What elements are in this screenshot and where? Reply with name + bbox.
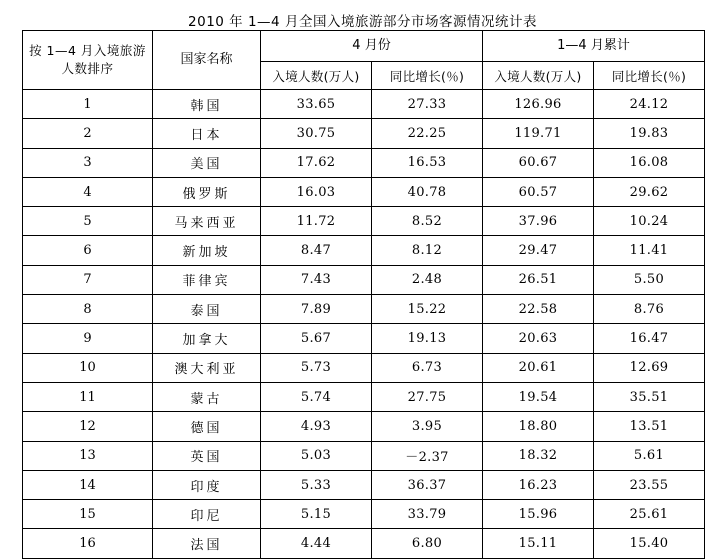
cell-cumulative-arrivals: 22.58 xyxy=(483,295,594,324)
cell-country: 蒙古 xyxy=(153,382,261,411)
cell-cumulative-growth: 15.40 xyxy=(594,529,705,558)
cell-cumulative-growth: 16.47 xyxy=(594,324,705,353)
cell-rank: 15 xyxy=(23,500,153,529)
cell-month-arrivals: 4.44 xyxy=(261,529,372,558)
cell-month-arrivals: 16.03 xyxy=(261,177,372,206)
cell-rank: 8 xyxy=(23,295,153,324)
cell-month-arrivals: 5.03 xyxy=(261,441,372,470)
cell-month-growth: 36.37 xyxy=(372,470,483,499)
cell-cumulative-arrivals: 18.80 xyxy=(483,412,594,441)
cell-month-arrivals: 5.73 xyxy=(261,353,372,382)
cell-country: 印尼 xyxy=(153,500,261,529)
table-row xyxy=(23,500,705,529)
cell-cumulative-arrivals: 37.96 xyxy=(483,207,594,236)
cell-cumulative-growth: 24.12 xyxy=(594,90,705,119)
cell-month-arrivals: 33.65 xyxy=(261,90,372,119)
cell-month-arrivals: 5.33 xyxy=(261,470,372,499)
cell-rank: 12 xyxy=(23,412,153,441)
header-group-month: 4 月份 xyxy=(261,31,483,62)
cell-month-growth: 6.73 xyxy=(372,353,483,382)
cell-rank: 2 xyxy=(23,119,153,148)
cell-cumulative-growth: 8.76 xyxy=(594,295,705,324)
header-country-column: 国家名称 xyxy=(153,31,261,90)
cell-cumulative-growth: 10.24 xyxy=(594,207,705,236)
table-row xyxy=(23,470,705,499)
cell-rank: 9 xyxy=(23,324,153,353)
cell-cumulative-growth: 11.41 xyxy=(594,236,705,265)
table-row xyxy=(23,177,705,206)
cell-month-growth: －2.37 xyxy=(372,441,483,470)
cell-rank: 7 xyxy=(23,265,153,294)
cell-country: 新加坡 xyxy=(153,236,261,265)
cell-cumulative-growth: 23.55 xyxy=(594,470,705,499)
cell-month-growth: 19.13 xyxy=(372,324,483,353)
cell-cumulative-arrivals: 126.96 xyxy=(483,90,594,119)
cell-country: 日本 xyxy=(153,119,261,148)
table-row xyxy=(23,236,705,265)
cell-country: 马来西亚 xyxy=(153,207,261,236)
cell-country: 德国 xyxy=(153,412,261,441)
cell-country: 加拿大 xyxy=(153,324,261,353)
cell-cumulative-arrivals: 29.47 xyxy=(483,236,594,265)
cell-cumulative-growth: 12.69 xyxy=(594,353,705,382)
cell-month-arrivals: 17.62 xyxy=(261,148,372,177)
cell-month-growth: 8.12 xyxy=(372,236,483,265)
cell-rank: 4 xyxy=(23,177,153,206)
table-row xyxy=(23,529,705,558)
cell-cumulative-arrivals: 15.96 xyxy=(483,500,594,529)
table-row xyxy=(23,353,705,382)
table-row xyxy=(23,265,705,294)
page-title: 2010 年 1—4 月全国入境旅游部分市场客源情况统计表 xyxy=(188,14,537,30)
header-month-arrivals: 入境人数(万人) xyxy=(261,62,372,90)
cell-country: 美国 xyxy=(153,148,261,177)
cell-rank: 10 xyxy=(23,353,153,382)
cell-month-arrivals: 11.72 xyxy=(261,207,372,236)
cell-month-growth: 16.53 xyxy=(372,148,483,177)
table-row xyxy=(23,412,705,441)
cell-month-arrivals: 30.75 xyxy=(261,119,372,148)
cell-cumulative-arrivals: 60.67 xyxy=(483,148,594,177)
cell-cumulative-arrivals: 20.61 xyxy=(483,353,594,382)
table-row xyxy=(23,119,705,148)
cell-cumulative-growth: 19.83 xyxy=(594,119,705,148)
cell-cumulative-arrivals: 16.23 xyxy=(483,470,594,499)
header-group-cumulative: 1—4 月累计 xyxy=(483,31,705,62)
cell-month-growth: 6.80 xyxy=(372,529,483,558)
table-row xyxy=(23,441,705,470)
cell-rank: 11 xyxy=(23,382,153,411)
cell-country: 法国 xyxy=(153,529,261,558)
cell-month-growth: 27.75 xyxy=(372,382,483,411)
cell-month-growth: 2.48 xyxy=(372,265,483,294)
cell-month-arrivals: 5.15 xyxy=(261,500,372,529)
table-body xyxy=(23,90,705,559)
cell-cumulative-growth: 13.51 xyxy=(594,412,705,441)
cell-month-growth: 40.78 xyxy=(372,177,483,206)
table-header xyxy=(23,31,705,90)
cell-cumulative-arrivals: 119.71 xyxy=(483,119,594,148)
cell-rank: 5 xyxy=(23,207,153,236)
header-row-top xyxy=(23,31,705,62)
cell-country: 印度 xyxy=(153,470,261,499)
cell-month-growth: 27.33 xyxy=(372,90,483,119)
table-row xyxy=(23,148,705,177)
cell-country: 俄罗斯 xyxy=(153,177,261,206)
cell-cumulative-growth: 29.62 xyxy=(594,177,705,206)
cell-cumulative-growth: 16.08 xyxy=(594,148,705,177)
cell-month-growth: 3.95 xyxy=(372,412,483,441)
header-cumulative-growth: 同比增长(％) xyxy=(594,62,705,90)
cell-cumulative-arrivals: 26.51 xyxy=(483,265,594,294)
cell-month-arrivals: 5.67 xyxy=(261,324,372,353)
cell-cumulative-growth: 5.61 xyxy=(594,441,705,470)
cell-month-arrivals: 7.89 xyxy=(261,295,372,324)
cell-month-arrivals: 4.93 xyxy=(261,412,372,441)
cell-rank: 1 xyxy=(23,90,153,119)
cell-country: 韩国 xyxy=(153,90,261,119)
cell-rank: 13 xyxy=(23,441,153,470)
cell-country: 澳大利亚 xyxy=(153,353,261,382)
cell-country: 英国 xyxy=(153,441,261,470)
cell-month-growth: 33.79 xyxy=(372,500,483,529)
table-row xyxy=(23,90,705,119)
table-row xyxy=(23,324,705,353)
header-month-growth: 同比增长(％) xyxy=(372,62,483,90)
cell-month-arrivals: 7.43 xyxy=(261,265,372,294)
table-row xyxy=(23,207,705,236)
cell-month-growth: 15.22 xyxy=(372,295,483,324)
table-row xyxy=(23,382,705,411)
cell-cumulative-arrivals: 19.54 xyxy=(483,382,594,411)
cell-cumulative-arrivals: 60.57 xyxy=(483,177,594,206)
cell-month-arrivals: 5.74 xyxy=(261,382,372,411)
cell-cumulative-growth: 25.61 xyxy=(594,500,705,529)
cell-cumulative-growth: 35.51 xyxy=(594,382,705,411)
cell-rank: 3 xyxy=(23,148,153,177)
cell-rank: 6 xyxy=(23,236,153,265)
cell-rank: 16 xyxy=(23,529,153,558)
cell-country: 菲律宾 xyxy=(153,265,261,294)
cell-country: 泰国 xyxy=(153,295,261,324)
page-top-text-fragment xyxy=(28,0,328,9)
header-cumulative-arrivals: 入境人数(万人) xyxy=(483,62,594,90)
statistics-table xyxy=(22,30,705,559)
cell-cumulative-arrivals: 18.32 xyxy=(483,441,594,470)
cell-month-arrivals: 8.47 xyxy=(261,236,372,265)
cell-cumulative-growth: 5.50 xyxy=(594,265,705,294)
cell-month-growth: 8.52 xyxy=(372,207,483,236)
cell-month-growth: 22.25 xyxy=(372,119,483,148)
cell-cumulative-arrivals: 20.63 xyxy=(483,324,594,353)
cell-cumulative-arrivals: 15.11 xyxy=(483,529,594,558)
table-row xyxy=(23,295,705,324)
cell-rank: 14 xyxy=(23,470,153,499)
header-rank-column: 按 1—4 月入境旅游人数排序 xyxy=(23,31,153,90)
